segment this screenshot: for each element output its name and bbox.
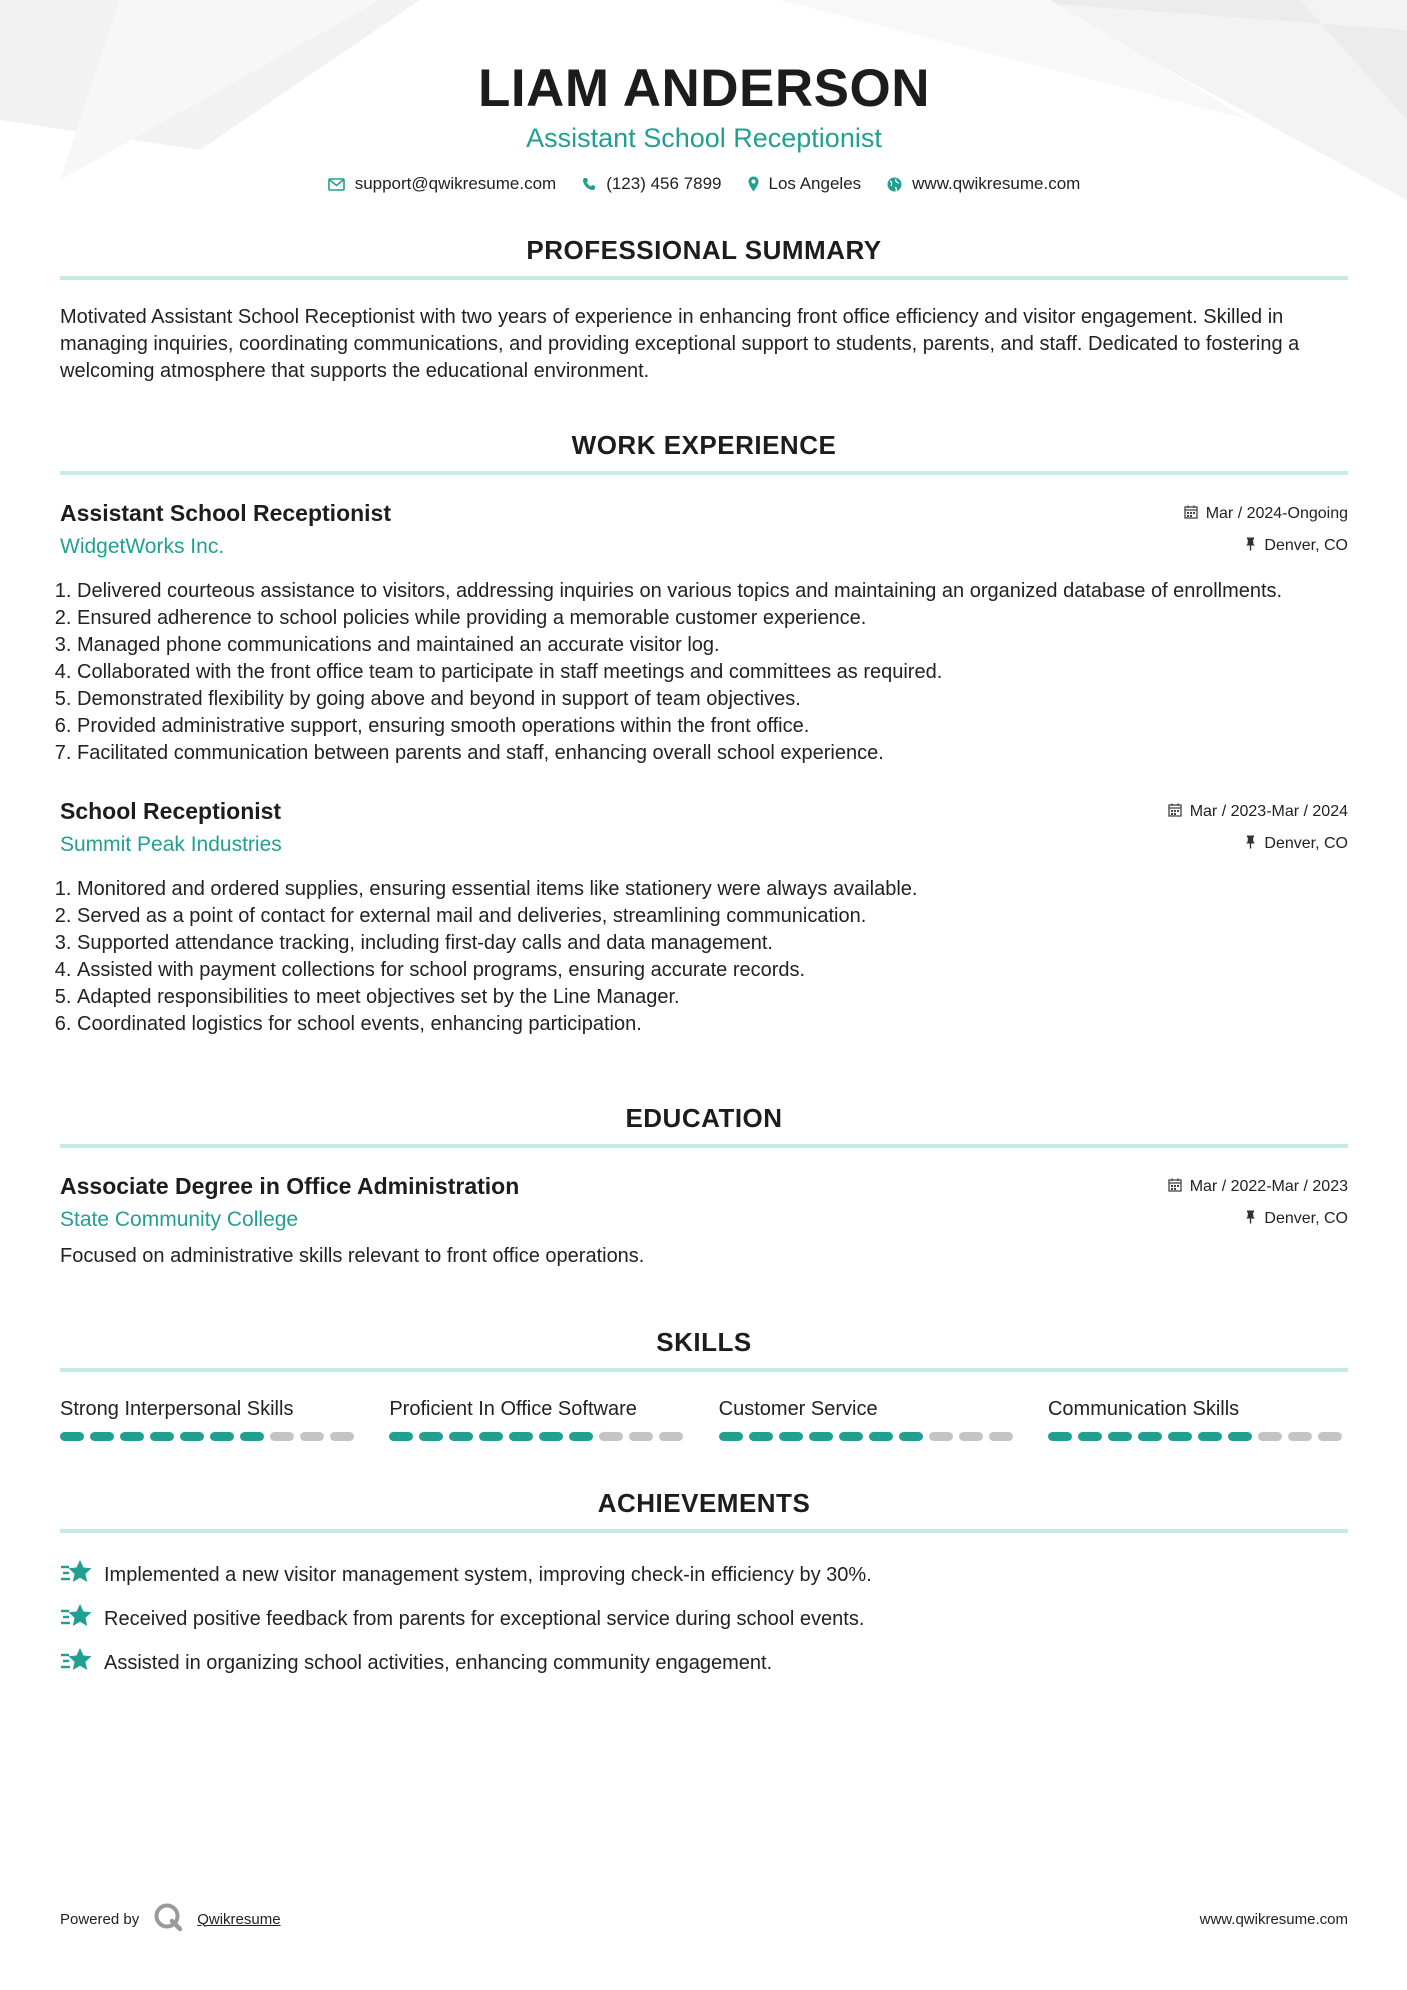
skill-segment-filled — [449, 1432, 473, 1441]
list-item: 4. Assisted with payment collections for school programs, ensuring accurate records. — [77, 957, 1348, 984]
summary-section — [60, 234, 1348, 385]
achievement-text: Received positive feedback from parents for exceptional service during school events. — [104, 1607, 865, 1630]
skill-segment-filled — [210, 1432, 234, 1441]
skill-segment-filled — [479, 1432, 503, 1441]
job-date-text: Mar / 2023-Mar / 2024 — [1189, 803, 1348, 820]
skill-segment-filled — [1138, 1432, 1162, 1441]
contact-row — [60, 174, 1348, 194]
experience-heading: WORK EXPERIENCE — [60, 429, 1348, 475]
skill-name: Communication Skills — [1047, 1398, 1240, 1420]
education-description: Focused on administrative skills relevant to front office operations. — [60, 1245, 645, 1267]
powered-by — [60, 1902, 281, 1936]
skills-section — [60, 1326, 1348, 1441]
skill-segment-filled — [419, 1432, 443, 1441]
skill-segment-filled — [150, 1432, 174, 1441]
calendar-icon — [1168, 1178, 1182, 1197]
achievement-text: Assisted in organizing school activities, enhancing community engagement. — [104, 1651, 773, 1674]
list-item: 6. Provided administrative support, ensuring smooth operations within the front office. — [77, 713, 1348, 740]
skill-segment-empty — [989, 1432, 1013, 1441]
skill-segment-filled — [779, 1432, 803, 1441]
footer-website[interactable]: www.qwikresume.com — [1199, 1910, 1348, 1928]
calendar-icon — [1168, 803, 1182, 822]
job-location — [1245, 535, 1348, 557]
skill-segment-empty — [629, 1432, 653, 1441]
website-text: www.qwikresume.com — [912, 174, 1081, 193]
calendar-icon — [1184, 505, 1198, 524]
skill-segment-empty — [659, 1432, 683, 1441]
star-badge-icon — [60, 1602, 92, 1636]
contact-location — [748, 174, 862, 194]
skill-name: Strong Interpersonal Skills — [60, 1398, 294, 1420]
skill-item — [389, 1396, 689, 1441]
job-date — [1184, 503, 1348, 525]
achievement-item — [60, 1553, 1348, 1597]
pushpin-icon — [1245, 537, 1256, 556]
list-item: 5. Demonstrated flexibility by going above and beyond in support of team objectives. — [77, 686, 1348, 713]
pushpin-icon — [1245, 1210, 1256, 1229]
summary-heading: PROFESSIONAL SUMMARY — [60, 234, 1348, 280]
phone-text: (123) 456 7899 — [606, 174, 722, 193]
qwikresume-logo-icon — [153, 1902, 183, 1936]
skill-segment-filled — [869, 1432, 893, 1441]
candidate-title: Assistant School Receptionist — [526, 123, 882, 153]
company-name: WidgetWorks Inc. — [60, 535, 225, 558]
contact-website[interactable] — [887, 174, 1080, 194]
school-name: State Community College — [60, 1208, 299, 1231]
job-entry — [60, 797, 1348, 1038]
skill-segment-filled — [389, 1432, 413, 1441]
education-date-text: Mar / 2022-Mar / 2023 — [1189, 1178, 1348, 1195]
skill-segment-filled — [839, 1432, 863, 1441]
skill-item — [719, 1396, 1019, 1441]
skill-segment-filled — [1168, 1432, 1192, 1441]
achievements-heading: ACHIEVEMENTS — [60, 1487, 1348, 1533]
skill-segment-filled — [120, 1432, 144, 1441]
achievements-section — [60, 1487, 1348, 1685]
skill-segment-filled — [1048, 1432, 1072, 1441]
list-item: 3. Supported attendance tracking, including first-day calls and data management. — [77, 930, 1348, 957]
candidate-name: LIAM ANDERSON — [477, 59, 931, 118]
globe-icon — [887, 177, 902, 192]
star-badge-icon — [60, 1646, 92, 1680]
skill-level-bar — [1048, 1432, 1348, 1441]
skill-name: Customer Service — [718, 1398, 878, 1420]
skill-segment-filled — [180, 1432, 204, 1441]
achievement-text: Implemented a new visitor management system, improving check-in efficiency by 30%. — [104, 1563, 872, 1586]
list-item: 7. Facilitated communication between parents and staff, enhancing overall school experience. — [77, 740, 1348, 767]
resume-header — [60, 0, 1348, 194]
skill-segment-filled — [899, 1432, 923, 1441]
skill-segment-filled — [509, 1432, 533, 1441]
job-location — [1245, 833, 1348, 855]
job-date-text: Mar / 2024-Ongoing — [1205, 505, 1348, 522]
skill-segment-filled — [749, 1432, 773, 1441]
skill-segment-empty — [1318, 1432, 1342, 1441]
education-entry — [60, 1172, 1348, 1270]
envelope-icon — [328, 178, 345, 191]
skill-level-bar — [719, 1432, 1019, 1441]
resume-page — [60, 0, 1348, 1685]
skill-segment-filled — [569, 1432, 593, 1441]
list-item: 1. Delivered courteous assistance to visitors, addressing inquiries on various topics and maintaining an organized database of enrollments. — [77, 578, 1348, 605]
job-bullets — [60, 876, 1348, 1038]
skill-segment-filled — [809, 1432, 833, 1441]
phone-icon — [582, 177, 596, 191]
skill-segment-empty — [330, 1432, 354, 1441]
list-item: 2. Ensured adherence to school policies while providing a memorable customer experience. — [77, 605, 1348, 632]
skill-level-bar — [60, 1432, 360, 1441]
list-item: 2. Served as a point of contact for external mail and deliveries, streamlining communication. — [77, 903, 1348, 930]
skill-segment-empty — [270, 1432, 294, 1441]
skill-segment-empty — [1258, 1432, 1282, 1441]
contact-phone[interactable] — [582, 174, 721, 194]
education-section — [60, 1102, 1348, 1270]
skill-segment-filled — [1078, 1432, 1102, 1441]
pushpin-icon — [1245, 835, 1256, 854]
skill-segment-filled — [60, 1432, 84, 1441]
skill-segment-empty — [929, 1432, 953, 1441]
skill-segment-filled — [1198, 1432, 1222, 1441]
list-item: 3. Managed phone communications and maintained an accurate visitor log. — [77, 632, 1348, 659]
powered-by-label: Powered by — [60, 1910, 140, 1928]
skill-segment-filled — [719, 1432, 743, 1441]
skill-segment-filled — [1108, 1432, 1132, 1441]
skill-segment-filled — [90, 1432, 114, 1441]
skill-level-bar — [389, 1432, 689, 1441]
skill-segment-empty — [599, 1432, 623, 1441]
education-heading: EDUCATION — [60, 1102, 1348, 1148]
qwikresume-link[interactable]: Qwikresume — [197, 1910, 281, 1928]
skills-heading: SKILLS — [60, 1326, 1348, 1372]
achievement-item — [60, 1641, 1348, 1685]
list-item: 5. Adapted responsibilities to meet objectives set by the Line Manager. — [77, 984, 1348, 1011]
page-footer — [60, 1902, 1348, 1936]
location-text: Los Angeles — [768, 174, 862, 193]
education-location-text: Denver, CO — [1264, 1210, 1348, 1227]
skill-item — [60, 1396, 360, 1441]
job-location-text: Denver, CO — [1264, 537, 1348, 554]
education-date — [1168, 1176, 1348, 1198]
skill-segment-filled — [240, 1432, 264, 1441]
skill-segment-filled — [1228, 1432, 1252, 1441]
job-entry — [60, 499, 1348, 767]
experience-section — [60, 429, 1348, 1038]
achievement-item — [60, 1597, 1348, 1641]
job-title: School Receptionist — [60, 798, 282, 824]
skill-segment-filled — [539, 1432, 563, 1441]
map-pin-icon — [748, 176, 759, 192]
star-badge-icon — [60, 1558, 92, 1592]
contact-email[interactable] — [328, 174, 557, 194]
job-title: Assistant School Receptionist — [60, 500, 392, 526]
job-location-text: Denver, CO — [1264, 835, 1348, 852]
list-item: 6. Coordinated logistics for school events, enhancing participation. — [77, 1011, 1348, 1038]
summary-text: Motivated Assistant School Receptionist with two years of experience in enhancing front office efficiency and visitor engagement. Skilled in managing inquiries, coordinating communications, and providing exceptional support to students, parents, and staff. Dedicated to fostering a welcoming atmosphere that supports the educational environment. — [60, 306, 1300, 382]
job-bullets — [60, 578, 1348, 767]
email-text: support@qwikresume.com — [354, 174, 557, 193]
skills-list — [60, 1396, 1348, 1441]
skill-segment-empty — [1288, 1432, 1312, 1441]
skill-segment-empty — [959, 1432, 983, 1441]
list-item: 1. Monitored and ordered supplies, ensuring essential items like stationery were always available. — [77, 876, 1348, 903]
skill-item — [1048, 1396, 1348, 1441]
skill-name: Proficient In Office Software — [389, 1398, 637, 1420]
degree-title: Associate Degree in Office Administration — [60, 1173, 520, 1199]
achievements-list — [60, 1553, 1348, 1685]
job-date — [1168, 801, 1348, 823]
company-name: Summit Peak Industries — [60, 833, 282, 856]
education-location — [1245, 1208, 1348, 1230]
list-item: 4. Collaborated with the front office team to participate in staff meetings and committees as required. — [77, 659, 1348, 686]
skill-segment-empty — [300, 1432, 324, 1441]
